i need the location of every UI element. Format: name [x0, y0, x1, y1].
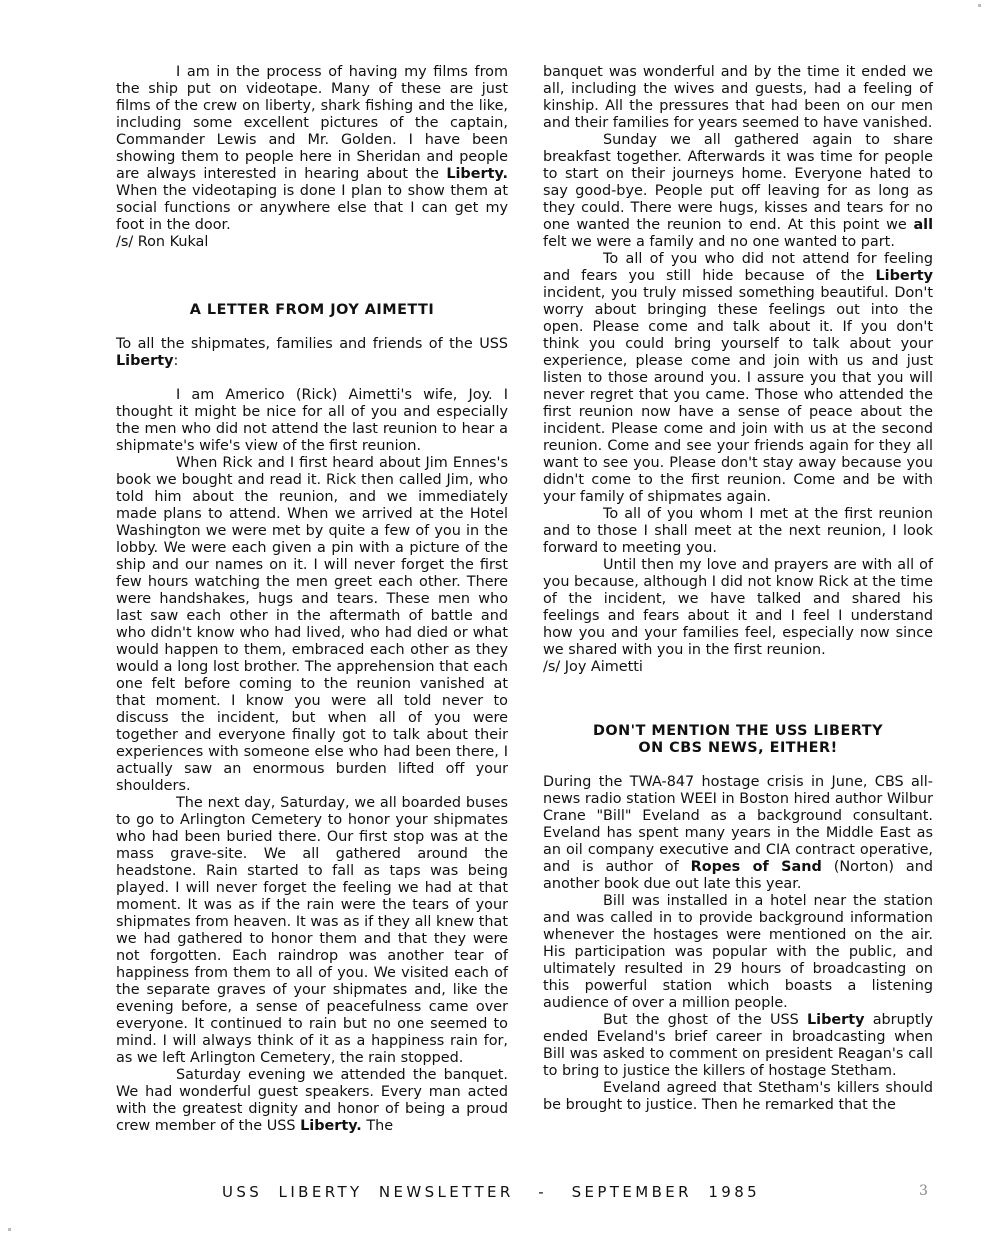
cbs-paragraph-hotel: Bill was installed in a hotel near the station and was called in to provide background information whenever the hostages were mentioned on the air. His participation was popular with the public, and ultimately resulted in 29 hours of broadcasting on this powerful station which boasts a listening audience of over a million people. — [543, 893, 933, 1011]
banquet-continued: banquet was wonderful and by the time it ended we all, including the wives and guests, had a feeling of kinship. All the pressures that had been on our men and their families for years seemed to have vanished. — [543, 64, 933, 131]
letter-paragraph-banquet: Saturday evening we attended the banquet. We had wonderful guest speakers. Every man acted with the greatest dignity and honor of being a proud crew member of the USS Liberty. The — [116, 1067, 508, 1134]
kukal-paragraph: I am in the process of having my films from the ship put on videotape. Many of these are just films of the crew on liberty, shark fishing and the like, including some excellent pictures of the captain, Commander Lewis and Mr. Golden. I have been showing them to people here in Sheridan and people are always interested in hearing about the Liberty. When the videotaping is done I plan to show them at social functions or anywhere else that I can get my foot in the door. — [116, 64, 508, 233]
joy-signature: /s/ Joy Aimetti — [543, 659, 643, 675]
page-number: 3 — [919, 1183, 928, 1199]
letter-paragraph-meeting: To all of you whom I met at the first reunion and to those I shall meet at the next reunion, I look forward to meeting you. — [543, 506, 933, 556]
letter-paragraph-arlington: The next day, Saturday, we all boarded buses to go to Arlington Cemetery to honor your shipmates who had been buried there. Our first stop was at the mass grave-site. We all gathered around the headstone. Rain started to fall as taps was being played. I will never forget the feeling we had at that moment. It was as if the rain were the tears of your shipmates from heaven. It was as if they all knew that we had gathered to honor them and that they were not forgotten. Each raindrop was another tear of happiness from them to all of you. We visited each of the separate graves of your shipmates and, like the evening before, a sense of peacefulness came over everyone. It continued to rain but no one seemed to mind. I will always think of it as a happiness rain for, as we left Arlington Cemetery, the rain stopped. — [116, 795, 508, 1066]
kukal-signature: /s/ Ron Kukal — [116, 234, 209, 250]
cbs-paragraph-ghost: But the ghost of the USS Liberty abruptly ended Eveland's brief career in broadcasting when Bill was asked to comment on president Reagan's call to bring to justice the killers of hostage Stetham. — [543, 1012, 934, 1079]
letter-paragraph-appeal: To all of you who did not attend for feeling and fears you still hide because of the Liberty incident, you truly missed something beautiful. Don't worry about bringing these feelings out into the open. Please come and talk about it. If you don't think you could bring yourself to talk about your experience, please come and join with us and just listen to those around you. I assure you that you will never regret that you came. Those who attended the first reunion now have a sense of peace about the incident. Please come and join with us at the second reunion. Come and see your friends again for they all want to see you. Please don't stay away because you didn't come to the first reunion. Come and be with your family of shipmates again. — [543, 251, 934, 505]
scan-speck — [978, 4, 981, 7]
cbs-heading-line2: ON CBS NEWS, EITHER! — [638, 740, 838, 756]
cbs-paragraph-justice: Eveland agreed that Stetham's killers should be brought to justice. Then he remarked that the — [543, 1080, 933, 1113]
right-column — [543, 64, 933, 1114]
liberty-bold: Liberty. — [446, 166, 508, 182]
cbs-paragraph-intro: During the TWA-847 hostage crisis in June, CBS all-news radio station WEEI in Boston hired author Wilbur Crane "Bill" Eveland as a background consultant. Eveland has spent many years in the Middle East as an oil company executive and CIA contract operative, and is author of Ropes of Sand (Norton) and another book due out late this year. — [543, 774, 934, 892]
letter-paragraph-closing: Until then my love and prayers are with all of you because, although I did not know Rick at the time of the incident, we have talked and shared his feelings and fears about it and I feel I understand how you and your families feel, especially now since we shared with you in the first reunion. — [543, 557, 933, 658]
letter-paragraph-arrival: When Rick and I first heard about Jim Ennes's book we bought and read it. Rick then called Jim, who told him about the reunion, and we immediately made plans to attend. When we arrived at the Hotel Washington we were met by quite a few of you in the lobby. We were each given a pin with a picture of the ship and our names on it. I will never forget the first few hours watching the men greet each other. There were handshakes, hugs and tears. These men who last saw each other in the aftermath of battle and who didn't know who had lived, who had died or what would happen to them, embraced each other as they would a long lost brother. The apprehension that each one felt before coming to the reunion vanished at that moment. I know you were all told never to discuss the incident, but when all of you were together and everyone finally got to talk about their experiences with someone else who had been there, I actually saw an enormous burden lifted off your shoulders. — [116, 455, 508, 794]
cbs-heading-line1: DON'T MENTION THE USS LIBERTY — [592, 723, 884, 739]
joy-letter-heading: A LETTER FROM JOY AIMETTI — [189, 302, 435, 318]
letter-paragraph-sunday: Sunday we all gathered again to share breakfast together. Afterwards it was time for people to start on their journeys home. Everyone hated to say good-bye. People put off leaving for as long as they could. There were hugs, kisses and tears for no one wanted the reunion to end. At this point we all felt we were a family and no one wanted to part. — [543, 132, 934, 250]
scan-speck — [8, 1228, 11, 1231]
newsletter-footer: USS LIBERTY NEWSLETTER - SEPTEMBER 1985 — [222, 1183, 761, 1201]
letter-paragraph-intro: I am Americo (Rick) Aimetti's wife, Joy. I thought it might be nice for all of you and especially the men who did not attend the last reunion to hear a shipmate's wife's view of the first reunion. — [116, 387, 508, 454]
left-column — [116, 64, 508, 1135]
salutation: To all the shipmates, families and friends of the USS Liberty: — [116, 336, 508, 369]
